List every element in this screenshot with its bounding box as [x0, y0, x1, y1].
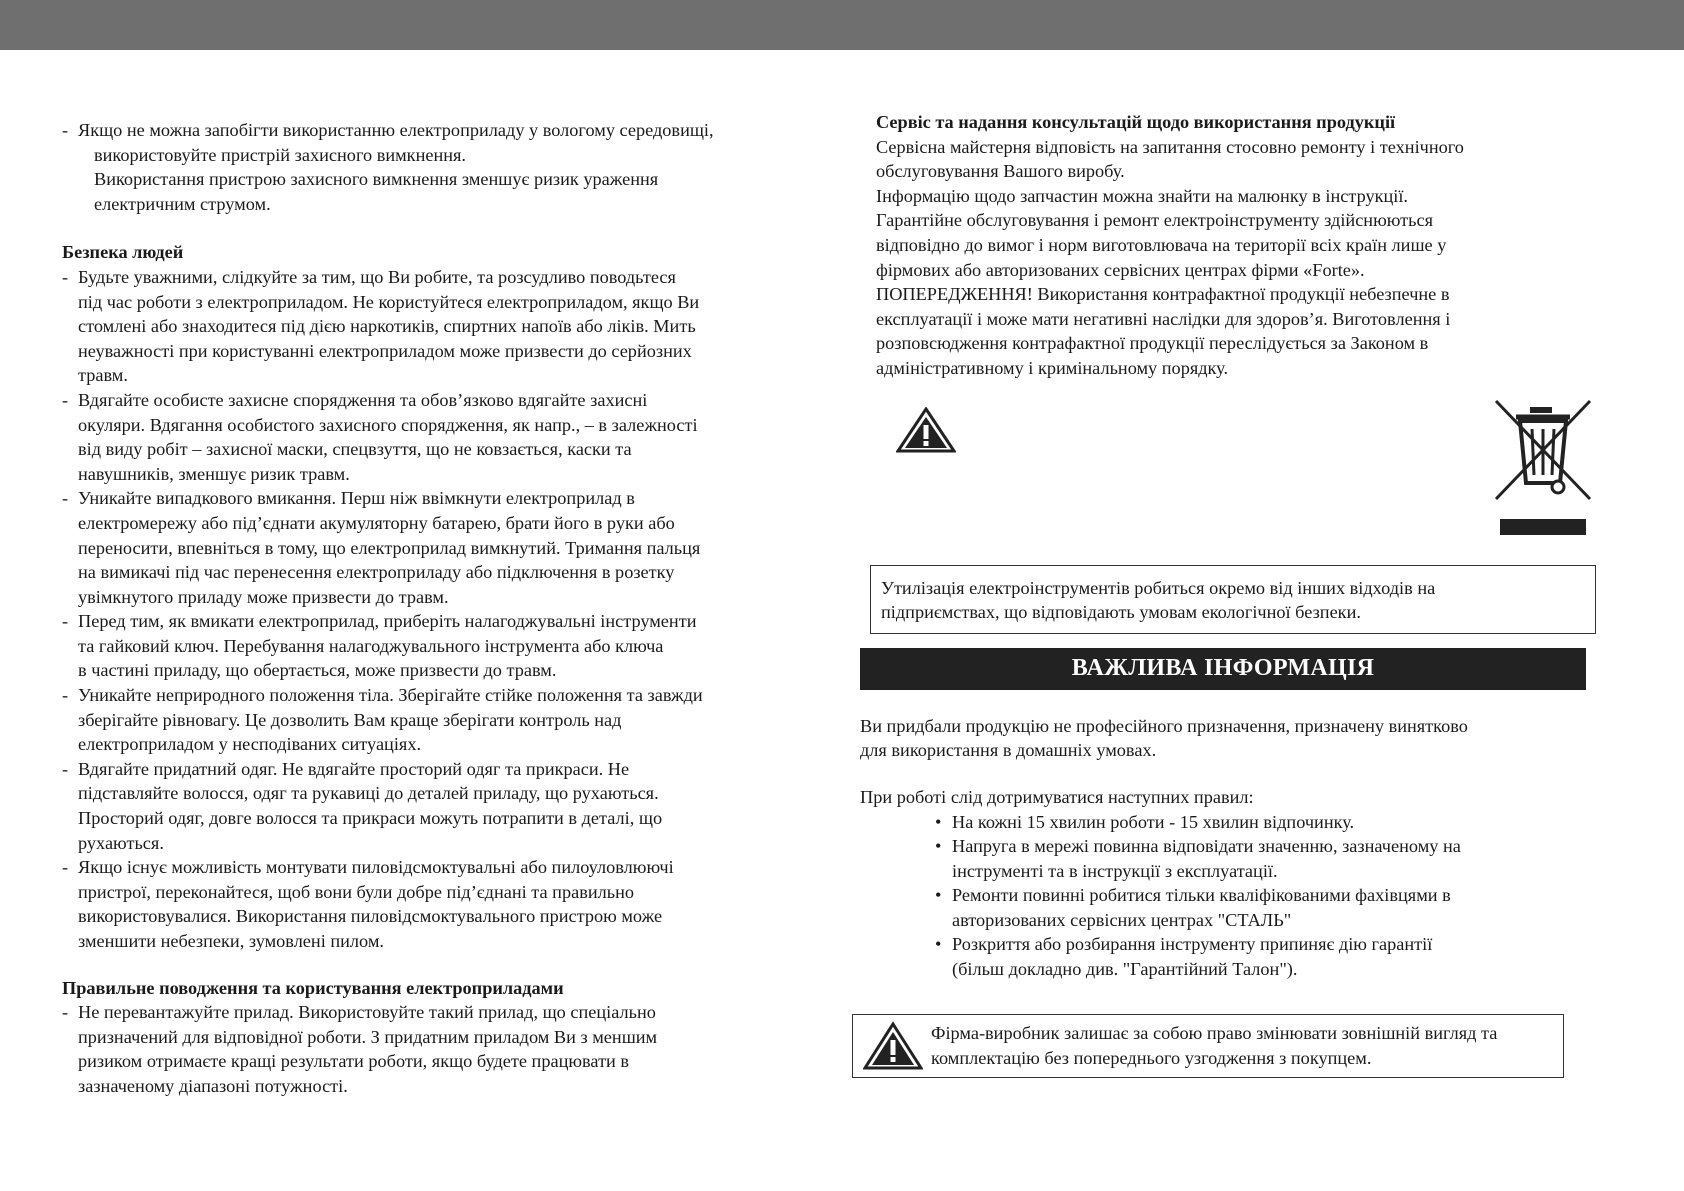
text-line: фірмових або авторизованих сервісних центрах фірми «Forte». [876, 259, 1365, 280]
text-line: Якщо не можна запобігти використанню електроприладу у вологому середовищі, [78, 120, 714, 140]
text-line: Утилізація електроінструментів робиться окремо від інших відходів на [881, 577, 1436, 598]
important-info-body [860, 690, 1606, 1078]
text-line: Гарантійне обслуговування і ремонт електроінструменту здійснюються [876, 210, 1434, 231]
important-info-banner: ВАЖЛИВА ІНФОРМАЦІЯ [860, 648, 1586, 690]
text-line: авторизованих сервісних центрах "СТАЛЬ" [952, 909, 1292, 930]
text-line: Уникайте неприродного положення тіла. Зберігайте стійке положення та завжди [78, 685, 703, 706]
text-line: підставляйте волосся, одяг та рукавиці до деталей приладу, що рухаються. [78, 783, 659, 804]
list-item: - Вдягайте придатний одяг. Не вдягайте просторий одяг та прикраси. Не підставляйте волосся, одяг та рукавиці до деталей приладу, що рухаються. Просторий одяг, довге волосся та прикраси можуть потрапити в деталі, що рухаються. [62, 757, 802, 855]
text-line: Перед тим, як вмикати електроприлад, приберіть налагоджувальні інструменти [78, 611, 697, 632]
section-heading: Безпека людей [62, 242, 184, 263]
text-line: окуляри. Вдягання особистого захисного спорядження, як напр., – в залежності [78, 414, 698, 435]
text-line: Вдягайте особисте захисне спорядження та обов’язково вдягайте захисні [78, 389, 648, 410]
text-line: Інформацію щодо запчастин можна знайти на малюнку в інструкції. [876, 185, 1409, 206]
text-line: Використання пристрою захисного вимкнення зменшує ризик ураження [94, 169, 659, 190]
list-item [952, 834, 1606, 883]
text-line: стомлені або знаходитеся під дією наркотиків, спиртних напоїв або ліків. Мить [78, 316, 696, 337]
service-heading: Сервіс та надання консультацій щодо використання продукції [876, 112, 1396, 132]
text-line: на вимикачі під час перенесення електроприладу або підключення в розетку [78, 562, 675, 583]
text-line: зазначеному діапазоні потужності. [78, 1075, 348, 1096]
text-line: пристрої, переконайтеся, щоб вони були добре під’єднані та правильно [78, 881, 635, 902]
text-line: Будьте уважними, слідкуйте за тим, що Ви робите, та розсудливо поводьтеся [78, 266, 676, 287]
text-line: травм. [78, 365, 128, 386]
warning-triangle-icon [896, 407, 956, 453]
text-line: • На кожні 15 хвилин роботи - 15 хвилин відпочинку. [952, 811, 1355, 832]
text-line: адміністративному і кримінальному порядку. [876, 357, 1229, 378]
list-item: - Якщо існує можливість монтувати пиловідсмоктувальні або пилоуловлюючі пристрої, переконайтеся, щоб вони були добре під’єднані та правильно використовувалися. Використання пиловідсмоктувального пристрою може зменшити небезпеки, зумовлені пилом. [62, 855, 802, 953]
text-line: Уникайте випадкового вмикання. Перш ніж ввімкнути електроприлад в [78, 488, 635, 509]
text-line: зменшити небезпеки, зумовлені пилом. [78, 931, 384, 951]
warning-triangle-icon [863, 1021, 923, 1071]
text-line: увімкнутого приладу може призвести до травм. [78, 586, 449, 607]
list-item: - Уникайте випадкового вмикання. Перш ніж ввімкнути електроприлад в електромережу або під’єднати акумуляторну батарею, брати його в руки або переносити, впевніться в тому, що електроприлад вимкнутий. Тримання пальця на вимикачі під час перенесення електроприладу або підключення в розетку увімкнутого приладу може призвести до травм. [62, 486, 802, 609]
text-line: зберігайте рівновагу. Це дозволить Вам краще зберігати контроль над [78, 709, 622, 730]
icons-row [876, 393, 1606, 565]
crossed-out-bin-icon [1490, 397, 1600, 537]
list-item: - Якщо не можна запобігти використанню електроприладу у вологому середовищі, використовуйте пристрій захисного вимкнення. Використання пристрою захисного вимкнення зменшує ризик ураження електричним струмом. [62, 118, 802, 216]
text-line: навушників, зменшує ризик травм. [78, 463, 350, 484]
text-line: використовувалися. Використання пиловідсмоктувального пристрою може [78, 906, 663, 927]
text-line: Не перевантажуйте прилад. Використовуйте такий прилад, що спеціально [78, 1002, 656, 1023]
text-line: експлуатації і може мати негативні наслідки для здоров’я. Виготовлення і [876, 308, 1451, 329]
text-line: інструменті та в інструкції з експлуатації. [952, 860, 1278, 881]
recycling-note-box [870, 565, 1596, 634]
section-heading: Правильне поводження та користування електроприладами [62, 977, 564, 998]
text-line: Сервісна майстерня відповість на запитання стосовно ремонту і технічного [876, 136, 1464, 157]
text-line: ПОПЕРЕДЖЕННЯ! Використання контрафактної продукції небезпечне в [876, 284, 1450, 305]
list-item: - Вдягайте особисте захисне спорядження та обов’язково вдягайте захисні окуляри. Вдягання особистого захисного спорядження, як напр., – в залежності від виду робіт – захисної маски, спецвзуття, що не ковзається, каски та навушників, зменшує ризик травм. [62, 388, 802, 486]
text-line: використовуйте пристрій захисного вимкнення. [94, 144, 467, 165]
text-line: призначений для відповідної роботи. З придатним приладом Ви з меншим [78, 1026, 658, 1047]
text-line: електроприладом у несподіваних ситуаціях. [78, 734, 422, 755]
text-line: неуважності при користуванні електроприладом може призвести до серйозних [78, 340, 692, 361]
list-item: - Уникайте неприродного положення тіла. Зберігайте стійке положення та завжди зберігайте рівновагу. Це дозволить Вам краще зберігати контроль над електроприладом у несподіваних ситуаціях. [62, 683, 802, 757]
text-line: від виду робіт – захисної маски, спецвзуття, що не ковзається, каски та [78, 439, 632, 460]
text-line: під час роботи з електроприладом. Не користуйтеся електроприладом, якщо Ви [78, 291, 700, 312]
text-line: та гайковий ключ. Перебування налагоджувального інструмента або ключа [78, 635, 664, 656]
text-line: Ви придбали продукцію не професійного призначення, призначену винятково [860, 715, 1468, 736]
text-line: розповсюдження контрафактної продукції переслідується за Законом в [876, 333, 1429, 354]
text-line: переносити, впевніться в тому, що електроприлад вимкнутий. Тримання пальця [78, 537, 701, 558]
text-line: Просторий одяг, довге волосся та прикраси можуть потрапити в деталі, що [78, 808, 663, 829]
list-item [952, 932, 1606, 981]
text-line: Фірма-виробник залишає за собою право змінювати зовнішній вигляд та [931, 1023, 1498, 1044]
rules-intro: При роботі слід дотримуватися наступних правил: [860, 786, 1254, 807]
top-bar [0, 0, 1684, 50]
list-item [952, 810, 1606, 835]
text-line: підприємствах, що відповідають умовам екологічної безпеки. [881, 602, 1361, 623]
text-line: відповідно до вимог і норм виготовлювача на території всіх країн лише у [876, 234, 1447, 255]
text-line: обслуговування Вашого виробу. [876, 161, 1125, 182]
text-line: Вдягайте придатний одяг. Не вдягайте просторий одяг та прикраси. Не [78, 758, 630, 779]
right-column [860, 110, 1606, 1078]
text-line: Якщо існує можливість монтувати пиловідсмоктувальні або пилоуловлюючі [78, 857, 674, 878]
service-text [876, 135, 1606, 381]
list-item: - Не перевантажуйте прилад. Використовуйте такий прилад, що спеціально призначений для відповідної роботи. З придатним приладом Ви з меншим ризиком отримаєте кращі результати роботи, якщо будете працювати в зазначеному діапазоні потужності. [62, 1000, 802, 1098]
text-line: для використання в домашніх умовах. [860, 740, 1157, 761]
text-line: • Ремонти повинні робитися тільки кваліфікованими фахівцями в [952, 885, 1451, 906]
text-line: електромережу або під’єднати акумуляторну батарею, брати його в руки або [78, 512, 675, 533]
manufacturer-notice-box [852, 1014, 1564, 1078]
text-line: електричним струмом. [94, 193, 271, 214]
text-line: (більш докладно див. "Гарантійний Талон"). [952, 959, 1298, 980]
list-item [952, 883, 1606, 932]
text-line: рухаються. [78, 832, 164, 853]
left-column [62, 118, 802, 1099]
text-line: комплектацію без попереднього узгодження з покупцем. [931, 1047, 1372, 1068]
text-line: • Напруга в мережі повинна відповідати значенню, зазначеному на [952, 836, 1461, 857]
text-line: ризиком отримаєте кращі результати роботи, якщо будете працювати в [78, 1051, 630, 1072]
rules-list [860, 810, 1606, 982]
list-item: - Будьте уважними, слідкуйте за тим, що Ви робите, та розсудливо поводьтеся під час роботи з електроприладом. Не користуйтеся електроприладом, якщо Ви стомлені або знаходитеся під дією наркотиків, спиртних напоїв або ліків. Мить неуважності при користуванні електроприладом може призвести до серйозних травм. [62, 265, 802, 388]
text-line: в частині приладу, що обертається, може призвести до травм. [78, 660, 557, 681]
text-line: • Розкриття або розбирання інструменту припиняє дію гарантії [952, 934, 1433, 955]
list-item: - Перед тим, як вмикати електроприлад, приберіть налагоджувальні інструменти та гайковий ключ. Перебування налагоджувального інструмента або ключа в частині приладу, що обертається, може призвести до травм. [62, 609, 802, 683]
